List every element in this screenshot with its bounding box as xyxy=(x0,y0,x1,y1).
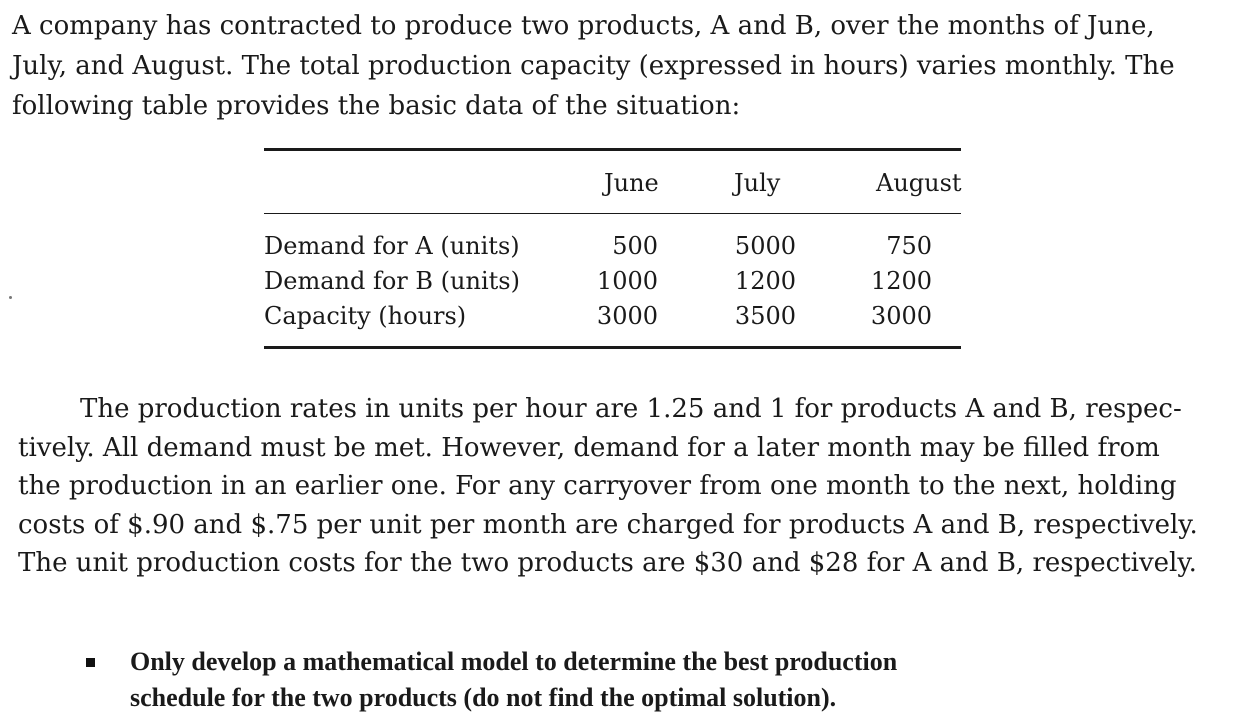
cell-august: 750 xyxy=(886,232,932,260)
details-line: tively. All demand must be met. However, demand for a later month may be filled from xyxy=(18,432,1160,463)
intro-line: following table provides the basic data of the situation: xyxy=(12,91,741,121)
details-paragraph xyxy=(18,390,1223,583)
details-line: The unit production costs for the two products are $30 and $28 for A and B, respectively. xyxy=(18,548,1197,578)
data-table xyxy=(264,148,961,349)
bullet-line: schedule for the two products (do not find the optimal solution). xyxy=(130,683,837,712)
bullet-square-icon xyxy=(86,658,95,667)
table-row xyxy=(264,232,961,267)
cell-june: 500 xyxy=(612,232,658,260)
cell-july: 1200 xyxy=(734,267,796,295)
stray-mark xyxy=(9,296,12,299)
table-body xyxy=(264,214,961,346)
intro-line: July, and August. The total production capacity (expressed in hours) varies monthly. The xyxy=(12,51,1175,81)
table-row xyxy=(264,267,961,302)
cell-june: 1000 xyxy=(596,267,658,295)
cell-june: 3000 xyxy=(596,302,658,330)
header-june: June xyxy=(604,169,659,197)
row-label: Capacity (hours) xyxy=(264,302,467,330)
row-label: Demand for A (units) xyxy=(264,232,520,260)
table-header-row xyxy=(264,151,961,213)
bullet-instruction xyxy=(130,644,1130,716)
row-label: Demand for B (units) xyxy=(264,267,520,295)
intro-paragraph xyxy=(12,6,1222,126)
details-line: The production rates in units per hour are 1.25 and 1 for products A and B, respec- xyxy=(80,394,1182,424)
details-line: the production in an earlier one. For any carryover from one month to the next, holding xyxy=(18,471,1177,501)
intro-line: A company has contracted to produce two products, A and B, over the months of June, xyxy=(12,11,1155,41)
details-line: costs of $.90 and $.75 per unit per month are charged for products A and B, respectively. xyxy=(18,509,1198,540)
header-august: August xyxy=(876,169,962,197)
cell-july: 3500 xyxy=(734,302,796,330)
cell-august: 3000 xyxy=(870,302,932,330)
bullet-line: Only develop a mathematical model to determine the best production xyxy=(130,647,898,676)
table-bottom-rule xyxy=(264,346,961,349)
cell-july: 5000 xyxy=(734,232,796,260)
header-july: July xyxy=(734,169,781,197)
cell-august: 1200 xyxy=(870,267,932,295)
table-row xyxy=(264,302,961,337)
